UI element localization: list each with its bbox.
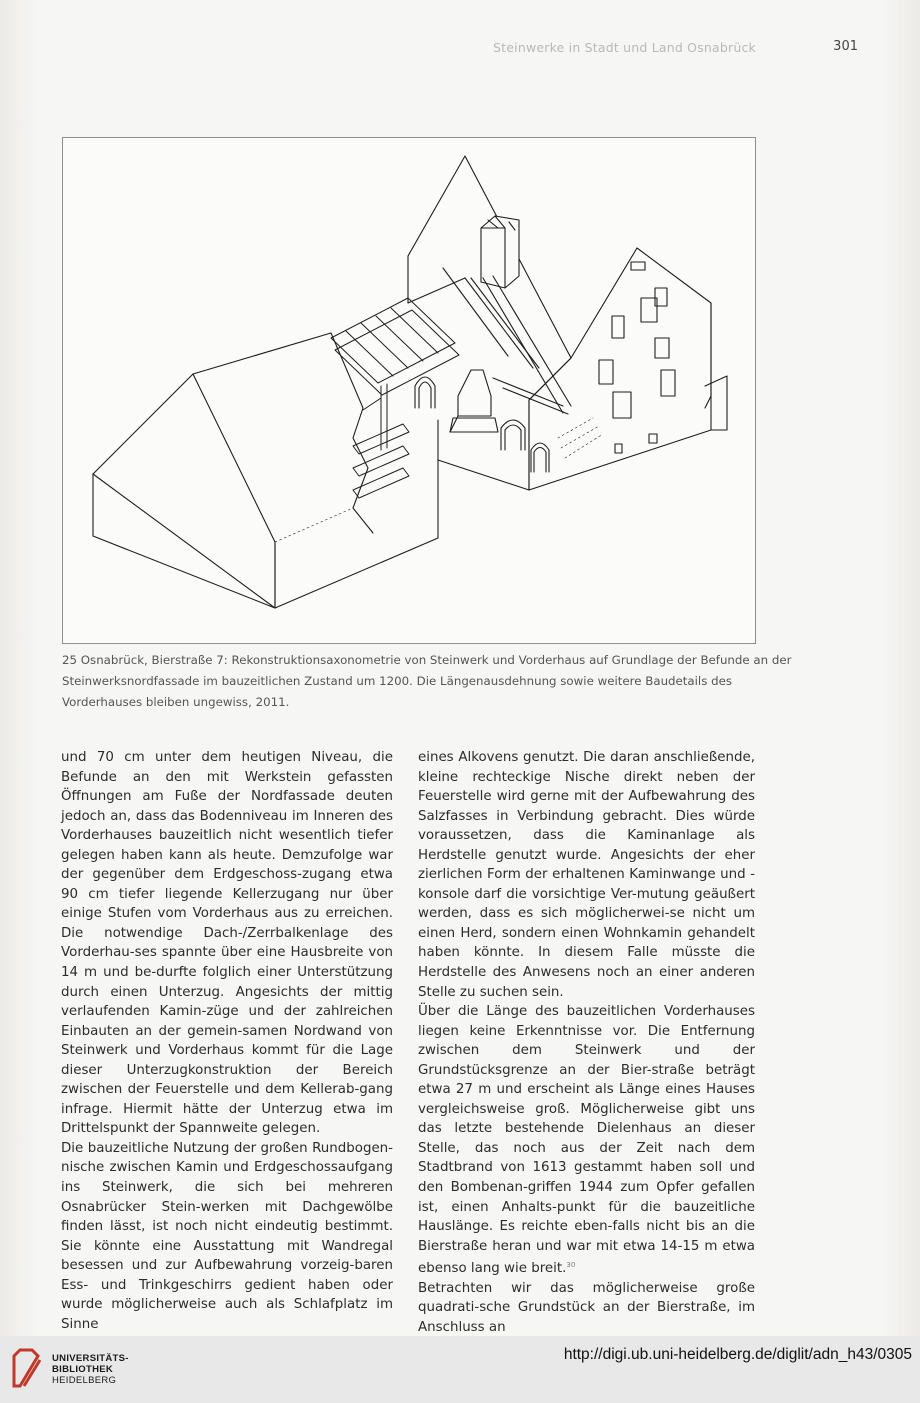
steinwerk-left-building [93,333,438,608]
paragraph: Betrachten wir das möglicherweise große quadrati-sche Grundstück an der Bierstraße, im Anschluss an [418,1280,755,1335]
timber-beam-frame [331,298,459,498]
vorderhaus-front-building [408,156,727,490]
library-logo-icon[interactable] [10,1346,44,1392]
running-title: Steinwerke in Stadt und Land Osnabrück [493,40,756,55]
logo-line: HEIDELBERG [52,1375,117,1386]
figure-frame [62,137,756,644]
paragraph: Die bauzeitliche Nutzung der großen Rundbogen-nische zwischen Kamin und Erdgeschossaufgang ins Steinwerk, die sich bei mehreren Osnabrücker Stein-werken mit Dachgewölbe finden lässt, ist noch nicht eindeutig bestimmt. Sie könnte eine Ausstattung mit Wandregal besessen und zur Aufbewahrung vorzeig-baren Ess- und Trinkgeschirrs gedient haben oder wurde möglicherweise auch als Schlafplatz im Sinne [61,1140,393,1332]
logo-line: BIBLIOTHEK [52,1364,114,1375]
paragraph: und 70 cm unter dem heutigen Niveau, die Befunde an den mit Werkstein gefassten Öffnungen am Fuße der Nordfassade deuten jedoch an, dass das Bodenniveau im Inneren des Vorderhauses bauzeitlich nicht wesentlich tiefer gelegen haben kann als heute. Demzufolge war der gegenüber dem Erdgeschoss-zugang etwa 90 cm tiefer liegende Kellerzugang nur über einige Stufen vom Vorderhaus aus zu erreichen. Die notwendige Dach-/Zerrbalkenlage des Vorderhau-ses spannte über eine Hausbreite von 14 m und be-durfte folglich einer Unterstützung durch einen Unterzug. Angesichts der mittig verlaufenden Kamin-züge und der zahlreichen Einbauten an der gemein-samen Nordwand von Steinwerk und Vorderhaus kommt für die Lage dieser Unterzugkonstruktion der Bereich zwischen der Feuerstelle und dem Kellerab-gang infrage. Hiermit hätte der Unterzug etwa im Drittelspunkt der Spannweite gelegen. [61,750,393,1137]
permalink-url[interactable]: http://digi.ub.uni-heidelberg.de/diglit/adn_h43/0305 [563,1346,912,1363]
logo-line: UNIVERSITÄTS- [52,1353,129,1364]
paragraph [418,1002,755,1279]
caption-line: Steinwerksnordfassade im bauzeitlichen Zustand um 1200. Die Längenausdehnung sowie weitere Baudetails des [62,674,732,688]
text-column-right [418,748,755,1337]
library-logo-text[interactable] [52,1353,129,1386]
footnote-reference[interactable]: 30 [566,1261,576,1270]
caption-line: Vorderhauses bleiben ungewiss, 2011. [62,695,290,709]
paragraph: eines Alkovens genutzt. Die daran anschließende, kleine rechteckige Nische direkt neben der Feuerstelle wird gerne mit der Aufbewahrung des Salzfasses in Verbindung gebracht. Dies würde voraussetzen, dass die Kaminanlage als Herdstelle genutzt wurde. Angesichts der eher zierlichen Form der erhaltenen Kaminwange und -konsole darf die vorsichtige Ver-mutung geäußert werden, dass es sich möglicherwei-se nicht um einen Herd, sondern einen Wohnkamin gehandelt haben könnte. In diesem Falle müsste die Herdstelle des Anwesens noch an einer anderen Stelle zu suchen sein. [418,750,755,1000]
caption-line: 25 Osnabrück, Bierstraße 7: Rekonstruktionsaxonometrie von Steinwerk und Vorderhaus auf Grundlage der Befunde an der [62,653,792,667]
page-number: 301 [833,39,858,54]
figure-caption [62,650,792,713]
paragraph-text: Über die Länge des bauzeitlichen Vorderhauses liegen keine Erkenntnisse vor. Die Entfernung zwischen dem Steinwerk und der Grundstücksgrenze an der Bier-straße beträgt etwa 27 m und erscheint als Länge eines Hauses vergleichsweise groß. Möglicherweise gibt uns das letzte bestehende Dielenhaus an dieser Stelle, das noch aus der Zeit nach dem Stadtbrand von 1613 gestammt haben soll und den Bombenan-griffen 1944 zum Opfer gefallen ist, einen Anhalts-punkt für die bauzeitliche Hauslänge. Es reichte eben-falls nicht bis an die Bierstraße heran und war mit etwa 14-15 m etwa ebenso lang wie breit. [418,1004,755,1277]
axonometric-drawing [63,138,755,643]
text-column-left [61,748,393,1334]
